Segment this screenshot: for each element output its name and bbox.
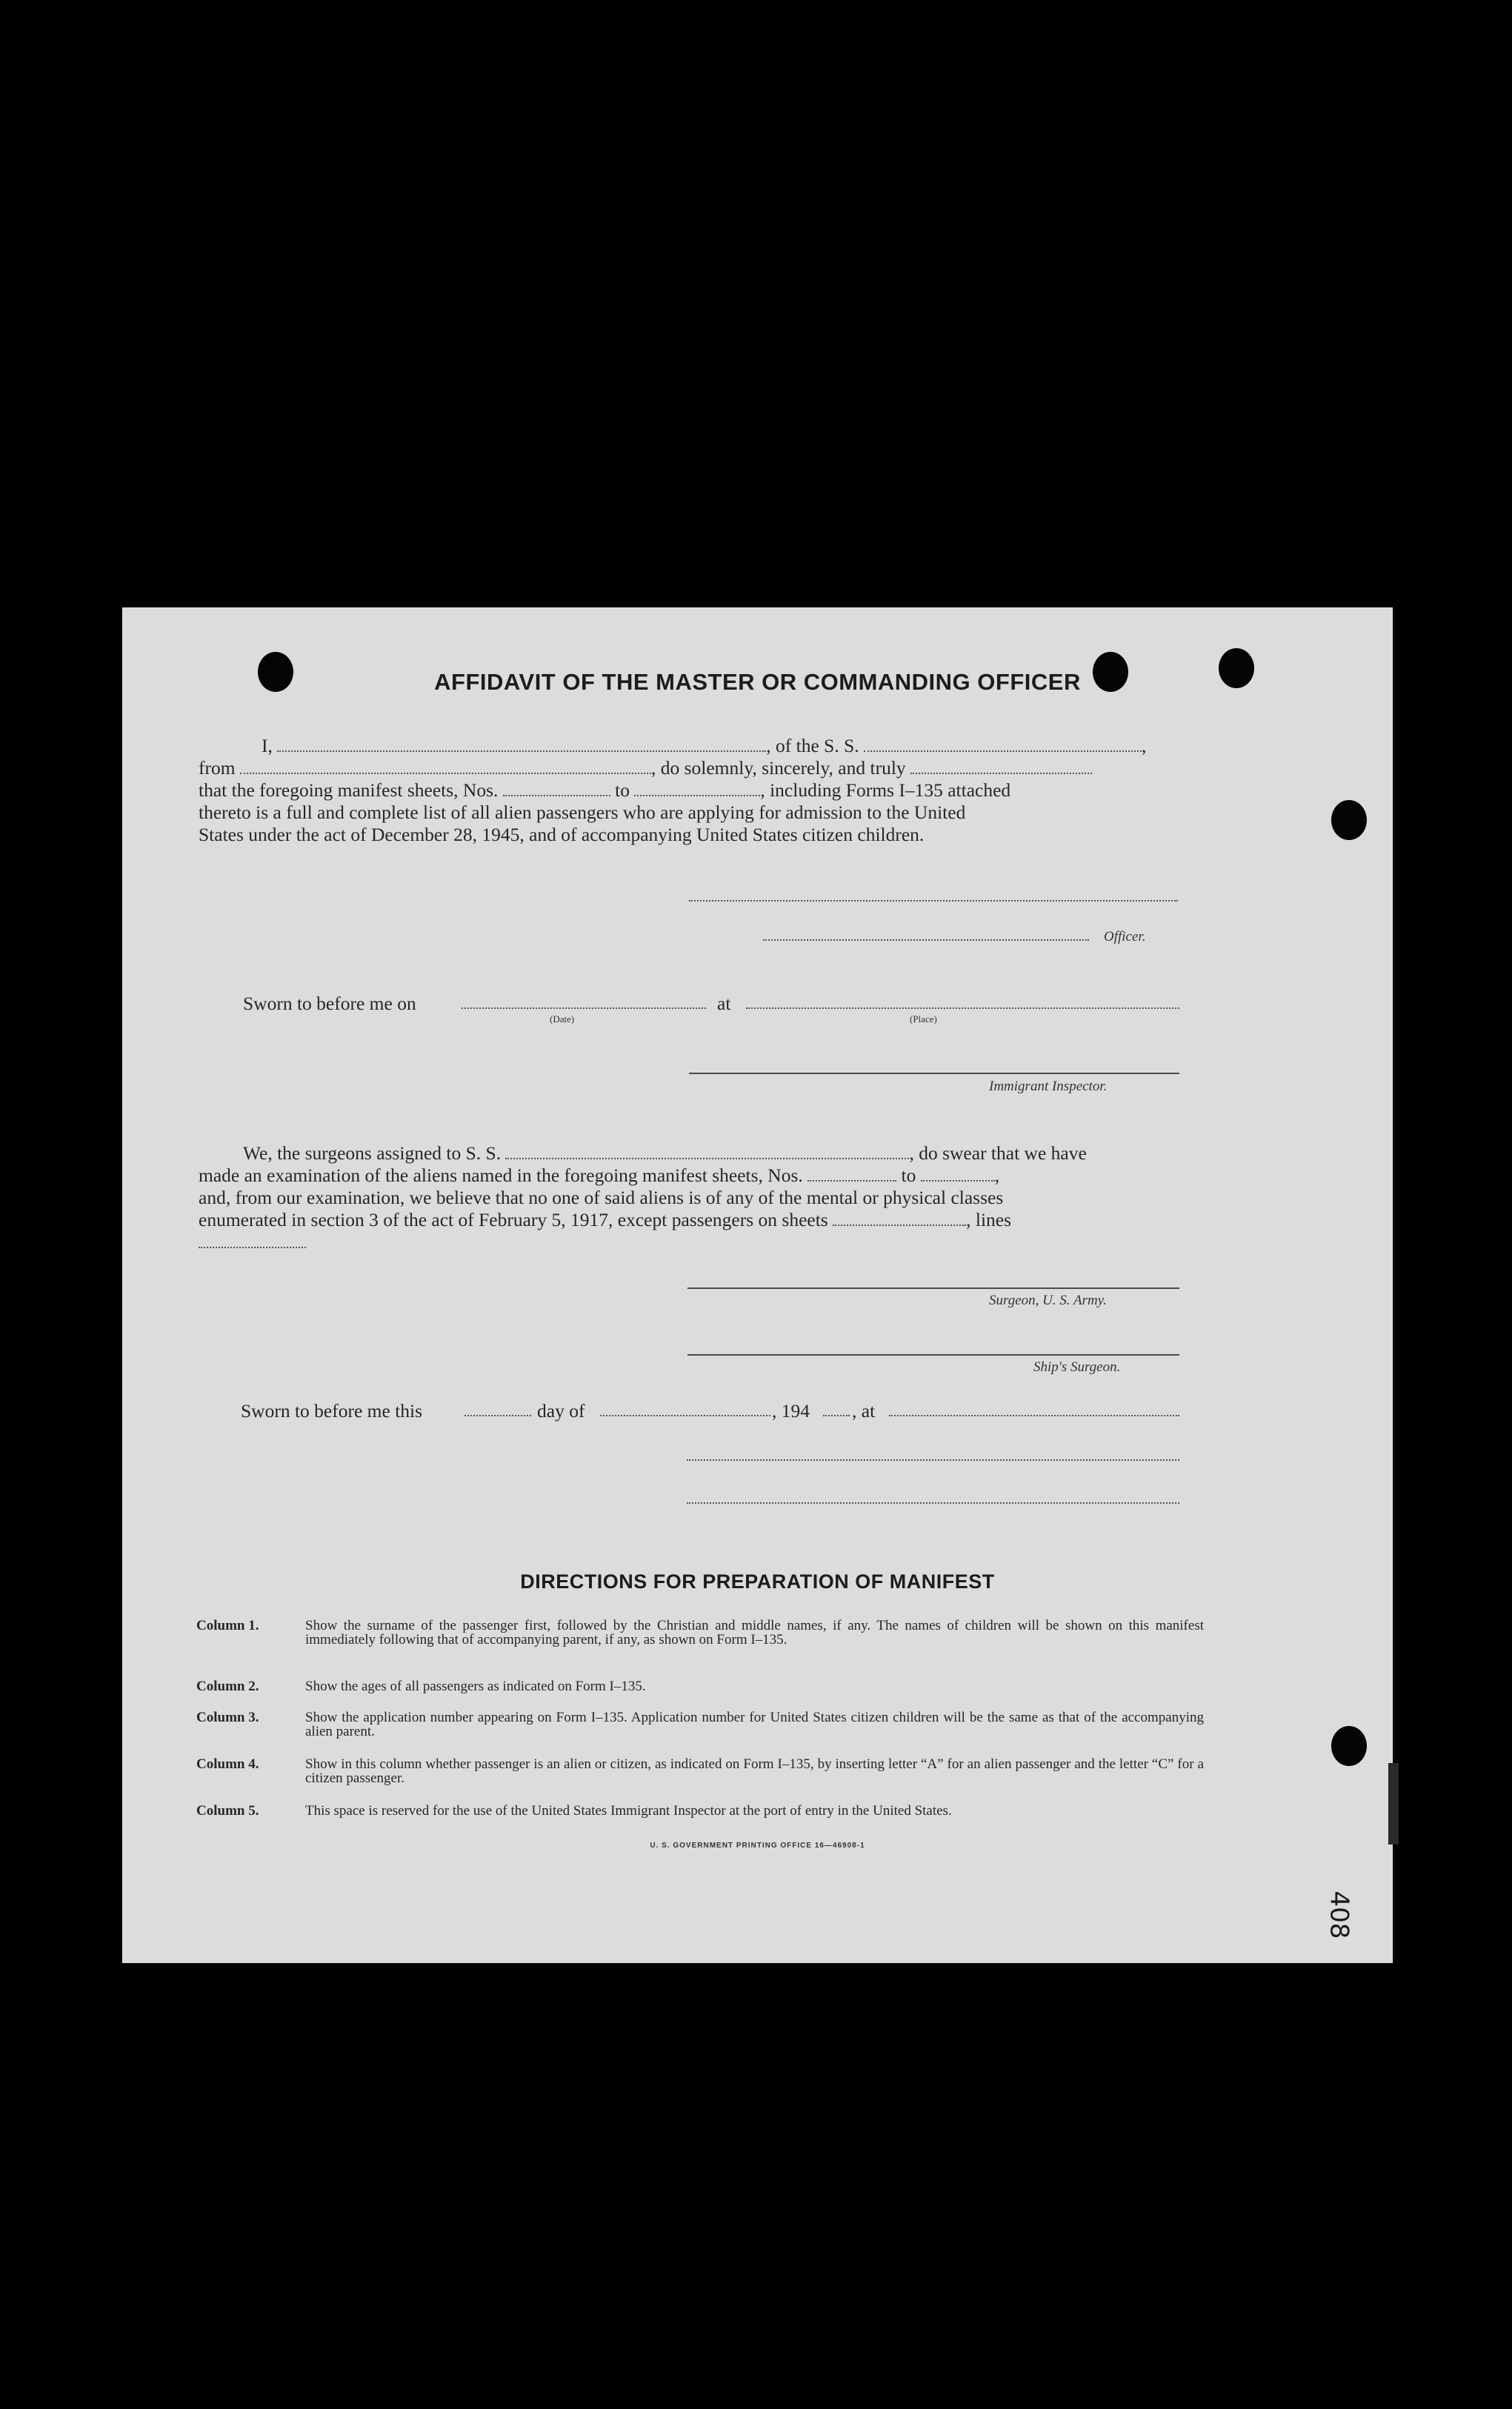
direction-text: Show in this column whether passenger is an alien or citizen, as indicated on Form I–135, by inserting letter “A” for an alien passenger and the letter “C” for a citizen passenger. — [305, 1756, 1204, 1786]
sworn-place-field[interactable] — [746, 1007, 1179, 1009]
sheets-text: that the foregoing manifest sheets, Nos. — [199, 779, 499, 801]
punch-hole — [1331, 1726, 1367, 1766]
to-label: to — [901, 1164, 916, 1186]
surgeons-line-3: and, from our examination, we believe that no one of said aliens is of any of the mental or physical classes — [199, 1187, 1004, 1208]
direction-text: This space is reserved for the use of the United States Immigrant Inspector at the port of entry in the United States. — [305, 1803, 952, 1819]
affidavit-line-5: States under the act of December 28, 1945, and of accompanying United States citizen children. — [199, 824, 925, 845]
affidavit-line-4: thereto is a full and complete list of all alien passengers who are applying for admission to the United — [199, 802, 966, 823]
comma: , — [994, 1164, 1000, 1186]
direction-item — [196, 1679, 1204, 1693]
of-the-ss: , of the S. S. — [766, 735, 859, 756]
surgeons-text: We, the surgeons assigned to S. S. — [243, 1142, 502, 1164]
ship-surgeon-caption: Ship's Surgeon. — [1033, 1359, 1121, 1375]
solemnly-text: , do solemnly, sincerely, and truly — [650, 757, 906, 779]
comma: , — [1142, 735, 1147, 756]
officer-signature-line[interactable] — [763, 939, 1089, 941]
direction-text: Show the ages of all passengers as indicated on Form I–135. — [305, 1679, 646, 1694]
direction-label: Column 1. — [196, 1618, 259, 1633]
sworn-month-field[interactable] — [600, 1415, 770, 1416]
handwritten-page-number: 408 — [1324, 1890, 1354, 1939]
inspector-signature-line[interactable] — [689, 1073, 1179, 1074]
direction-label: Column 5. — [196, 1803, 259, 1819]
except-sheets-field[interactable] — [833, 1211, 966, 1226]
affidavit-i: I, — [262, 735, 273, 756]
master-name-field[interactable] — [277, 737, 766, 752]
sworn-date-field[interactable] — [462, 1007, 706, 1009]
sworn-year-field[interactable] — [823, 1415, 850, 1416]
date-caption: (Date) — [550, 1013, 575, 1024]
surgeons-paragraph — [199, 1142, 1202, 1253]
ship-name-field[interactable] — [864, 737, 1142, 752]
army-surgeon-signature-line[interactable] — [687, 1287, 1179, 1289]
sworn-at-label: at — [717, 993, 731, 1014]
army-surgeon-caption: Surgeon, U. S. Army. — [989, 1293, 1107, 1308]
surgeon-ship-field[interactable] — [505, 1144, 909, 1159]
direction-text: Show the surname of the passenger first, followed by the Christian and middle names, if any. The names of children will be shown on this manifest immediately following that of accompanying parent, if any, as shown on Form I–135. — [305, 1618, 1204, 1647]
direction-label: Column 3. — [196, 1710, 259, 1725]
place-caption: (Place) — [910, 1013, 937, 1024]
inspector-caption: Immigrant Inspector. — [989, 1079, 1108, 1094]
sworn-before-on: Sworn to before me on — [243, 993, 416, 1014]
direction-item — [196, 1619, 1204, 1647]
signature-line[interactable] — [687, 1502, 1179, 1504]
direction-label: Column 2. — [196, 1679, 259, 1694]
sworn-location-field[interactable] — [889, 1415, 1179, 1416]
from-label: from — [199, 757, 236, 779]
punch-hole — [1331, 800, 1367, 840]
affidavit-paragraph — [199, 735, 1202, 846]
direction-label: Column 4. — [196, 1756, 259, 1772]
examination-text: made an examination of the aliens named in the foregoing manifest sheets, Nos. — [199, 1164, 803, 1186]
ship-surgeon-signature-line[interactable] — [687, 1354, 1179, 1356]
manifest-page — [122, 607, 1393, 1963]
lines-text: , lines — [966, 1209, 1012, 1230]
sworn-before-this: Sworn to before me this — [241, 1400, 423, 1422]
direction-text: Show the application number appearing on Form I–135. Application number for United States citizen children will be the same as that of the accompanying alien parent. — [305, 1710, 1204, 1739]
officer-caption: Officer. — [1104, 929, 1146, 944]
signature-line[interactable] — [687, 1459, 1179, 1461]
directions-title: DIRECTIONS FOR PREPARATION OF MANIFEST — [520, 1570, 995, 1593]
direction-item — [196, 1804, 1204, 1818]
forms-text: , including Forms I–135 attached — [760, 779, 1011, 801]
sheet-from-field[interactable] — [503, 782, 610, 796]
port-from-field[interactable] — [240, 759, 651, 774]
binder-clip — [1388, 1763, 1399, 1845]
enumerated-text: enumerated in section 3 of the act of February 5, 1917, except passengers on sheets — [199, 1209, 828, 1230]
swear-field[interactable] — [910, 759, 1092, 774]
exam-sheet-to-field[interactable] — [921, 1167, 995, 1182]
sworn-at-label: , at — [852, 1400, 876, 1422]
master-signature-line[interactable] — [689, 900, 1178, 902]
sworn-day-field[interactable] — [464, 1415, 531, 1416]
day-of-label: day of — [537, 1400, 585, 1422]
year-label: , 194 — [772, 1400, 810, 1422]
direction-item — [196, 1710, 1204, 1739]
to-label: to — [615, 779, 630, 801]
swear-text: , do swear that we have — [909, 1142, 1087, 1164]
lines-field[interactable] — [199, 1233, 306, 1248]
sheet-to-field[interactable] — [634, 782, 760, 796]
exam-sheet-from-field[interactable] — [807, 1167, 896, 1182]
affidavit-title: AFFIDAVIT OF THE MASTER OR COMMANDING OFFICER — [434, 669, 1081, 695]
printer-imprint: U. S. GOVERNMENT PRINTING OFFICE 16—46908-1 — [650, 1842, 865, 1850]
direction-item — [196, 1757, 1204, 1785]
